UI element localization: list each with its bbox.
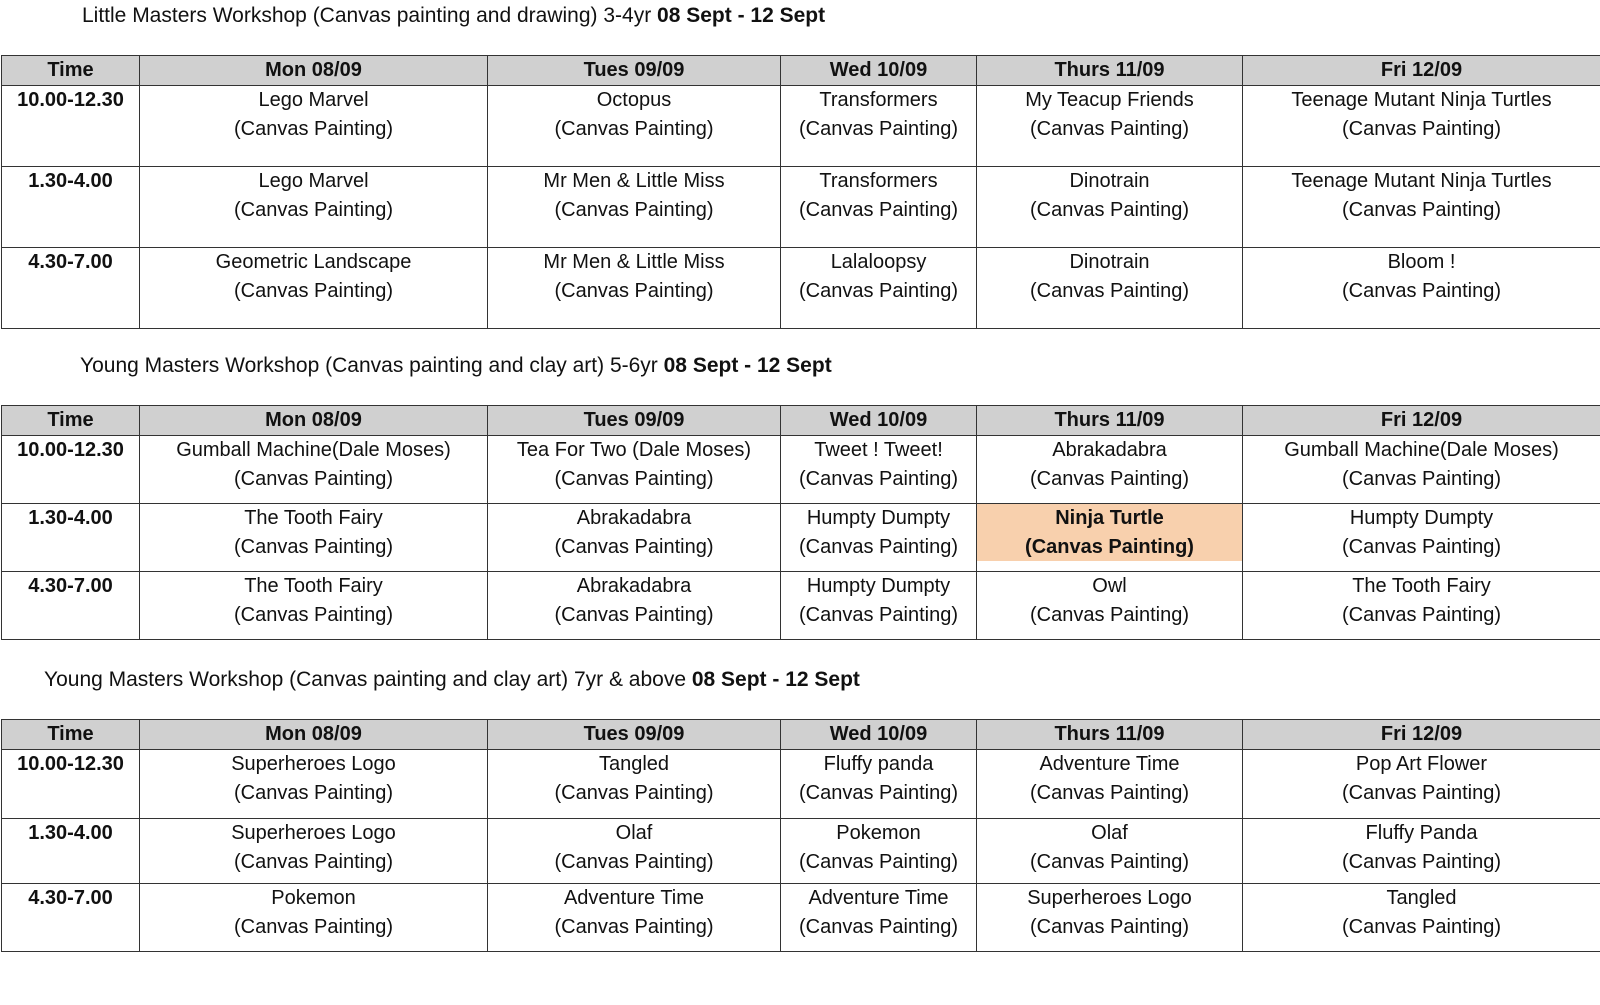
class-cell [1243, 750, 1600, 819]
time-slot: 1.30-4.00 [2, 504, 140, 572]
class-title: Olaf [1091, 822, 1128, 844]
class-title: Transformers [819, 89, 938, 111]
class-title: Superheroes Logo [231, 753, 396, 775]
class-type: (Canvas Painting) [554, 117, 714, 140]
time-slot: 10.00-12.30 [2, 86, 140, 167]
class-title: Lalaloopsy [830, 251, 927, 273]
class-cell [140, 248, 488, 329]
class-cell [1243, 436, 1600, 504]
class-type: (Canvas Painting) [1342, 117, 1501, 140]
class-title: Superheroes Logo [1027, 887, 1192, 909]
class-type: (Canvas Painting) [554, 198, 714, 221]
section-title-dates: 08 Sept - 12 Sept [663, 354, 832, 377]
class-type: (Canvas Painting) [1342, 915, 1501, 938]
time-slot: 4.30-7.00 [2, 884, 140, 952]
class-cell [488, 86, 781, 167]
class-cell [1243, 884, 1600, 952]
class-title: The Tooth Fairy [244, 575, 383, 597]
class-cell-highlighted [977, 504, 1243, 572]
class-title: Gumball Machine(Dale Moses) [1284, 439, 1559, 461]
class-title: Lego Marvel [258, 170, 369, 192]
section-title-text: Young Masters Workshop (Canvas painting and clay art) 7yr & above [44, 668, 692, 691]
time-slot: 1.30-4.00 [2, 167, 140, 248]
class-title: Owl [1092, 575, 1127, 597]
class-type: (Canvas Painting) [799, 781, 958, 804]
class-title: Fluffy Panda [1365, 822, 1478, 844]
class-type: (Canvas Painting) [1342, 850, 1501, 873]
time-slot: 10.00-12.30 [2, 436, 140, 504]
table-row [2, 248, 1600, 329]
class-type: (Canvas Painting) [554, 915, 714, 938]
class-title: Pop Art Flower [1355, 753, 1488, 775]
time-slot: 10.00-12.30 [2, 750, 140, 819]
class-title: Pokemon [271, 887, 356, 909]
column-header-tues: Tues 09/09 [488, 406, 781, 436]
section-title-young-masters-7-up [44, 667, 860, 693]
class-type: (Canvas Painting) [234, 850, 393, 873]
class-cell [488, 504, 781, 572]
column-header-time: Time [2, 720, 140, 750]
class-cell [1243, 504, 1600, 572]
table-row [2, 884, 1600, 952]
class-title: Abrakadabra [576, 575, 692, 597]
section-title-text: Young Masters Workshop (Canvas painting and clay art) 5-6yr [80, 354, 664, 377]
table-row [2, 819, 1600, 884]
class-type: (Canvas Painting) [234, 467, 393, 490]
class-title: Teenage Mutant Ninja Turtles [1291, 170, 1552, 192]
class-cell [1243, 572, 1600, 640]
class-type: (Canvas Painting) [1025, 535, 1194, 558]
class-title: Teenage Mutant Ninja Turtles [1291, 89, 1552, 111]
class-type: (Canvas Painting) [554, 467, 714, 490]
section-title-little-masters [82, 3, 825, 29]
table-row [2, 436, 1600, 504]
class-type: (Canvas Painting) [1030, 117, 1189, 140]
time-slot: 4.30-7.00 [2, 572, 140, 640]
column-header-thurs: Thurs 11/09 [977, 56, 1243, 86]
class-type: (Canvas Painting) [554, 850, 714, 873]
class-title: Adventure Time [1039, 753, 1180, 775]
class-cell [977, 167, 1243, 248]
column-header-wed: Wed 10/09 [781, 720, 977, 750]
column-header-mon: Mon 08/09 [140, 56, 488, 86]
class-cell [1243, 819, 1600, 884]
schedule-table-young-masters-5-6 [1, 405, 1600, 640]
class-title: Tea For Two (Dale Moses) [516, 439, 752, 461]
class-type: (Canvas Painting) [1030, 279, 1189, 302]
class-title: Adventure Time [563, 887, 705, 909]
class-type: (Canvas Painting) [234, 915, 393, 938]
class-title: Fluffy panda [823, 753, 934, 775]
class-type: (Canvas Painting) [234, 117, 393, 140]
class-title: Adventure Time [808, 887, 949, 909]
table-header-row [2, 720, 1600, 750]
class-title: The Tooth Fairy [244, 507, 383, 529]
time-slot: 4.30-7.00 [2, 248, 140, 329]
column-header-fri: Fri 12/09 [1243, 406, 1600, 436]
section-title-dates: 08 Sept - 12 Sept [691, 668, 860, 691]
column-header-mon: Mon 08/09 [140, 406, 488, 436]
class-title: Dinotrain [1069, 170, 1150, 192]
table-row [2, 86, 1600, 167]
class-cell [488, 750, 781, 819]
table-row [2, 572, 1600, 640]
class-cell [977, 884, 1243, 952]
class-type: (Canvas Painting) [799, 535, 958, 558]
schedule-table-young-masters-7-up [1, 719, 1600, 952]
table-header-row [2, 406, 1600, 436]
class-cell [488, 167, 781, 248]
class-cell [781, 750, 977, 819]
class-cell [140, 750, 488, 819]
class-cell [1243, 167, 1600, 248]
class-type: (Canvas Painting) [1030, 198, 1189, 221]
class-type: (Canvas Painting) [799, 603, 958, 626]
column-header-tues: Tues 09/09 [488, 720, 781, 750]
class-type: (Canvas Painting) [1342, 279, 1501, 302]
class-type: (Canvas Painting) [1342, 198, 1501, 221]
class-title: Olaf [615, 822, 653, 844]
class-cell [140, 884, 488, 952]
class-type: (Canvas Painting) [1342, 603, 1501, 626]
section-title-text: Little Masters Workshop (Canvas painting and drawing) 3-4yr [82, 4, 658, 27]
column-header-thurs: Thurs 11/09 [977, 406, 1243, 436]
class-title: My Teacup Friends [1025, 89, 1194, 111]
class-type: (Canvas Painting) [234, 603, 393, 626]
class-type: (Canvas Painting) [799, 915, 958, 938]
class-type: (Canvas Painting) [234, 198, 393, 221]
class-title: Humpty Dumpty [1349, 507, 1494, 529]
class-type: (Canvas Painting) [234, 781, 393, 804]
class-type: (Canvas Painting) [554, 603, 714, 626]
column-header-mon: Mon 08/09 [140, 720, 488, 750]
class-title: Geometric Landscape [215, 251, 412, 273]
column-header-wed: Wed 10/09 [781, 56, 977, 86]
class-cell [781, 884, 977, 952]
section-title-dates: 08 Sept - 12 Sept [657, 4, 826, 27]
class-cell [977, 436, 1243, 504]
class-title: Abrakadabra [1052, 439, 1167, 461]
class-cell [781, 86, 977, 167]
class-title: Bloom ! [1387, 251, 1456, 273]
class-type: (Canvas Painting) [1030, 850, 1189, 873]
class-cell [488, 572, 781, 640]
column-header-fri: Fri 12/09 [1243, 56, 1600, 86]
class-title: Gumball Machine(Dale Moses) [176, 439, 451, 461]
column-header-fri: Fri 12/09 [1243, 720, 1600, 750]
class-type: (Canvas Painting) [799, 117, 958, 140]
class-title: Abrakadabra [576, 507, 692, 529]
class-cell [781, 819, 977, 884]
class-type: (Canvas Painting) [799, 198, 958, 221]
class-cell [140, 86, 488, 167]
class-cell [140, 819, 488, 884]
class-type: (Canvas Painting) [1342, 467, 1501, 490]
class-type: (Canvas Painting) [799, 279, 958, 302]
class-title: Lego Marvel [258, 89, 369, 111]
class-title: Pokemon [836, 822, 921, 844]
class-title: Mr Men & Little Miss [543, 170, 725, 192]
class-cell [781, 436, 977, 504]
class-type: (Canvas Painting) [1342, 535, 1501, 558]
class-type: (Canvas Painting) [554, 535, 714, 558]
class-cell [1243, 248, 1600, 329]
class-cell [488, 248, 781, 329]
class-title: The Tooth Fairy [1352, 575, 1491, 597]
class-type: (Canvas Painting) [1030, 915, 1189, 938]
class-type: (Canvas Painting) [1030, 467, 1189, 490]
class-cell [488, 436, 781, 504]
class-title: Tweet ! Tweet! [814, 439, 943, 461]
class-cell [781, 504, 977, 572]
class-cell [140, 436, 488, 504]
table-row [2, 750, 1600, 819]
class-type: (Canvas Painting) [799, 467, 958, 490]
column-header-time: Time [2, 406, 140, 436]
class-title: Humpty Dumpty [806, 507, 951, 529]
column-header-time: Time [2, 56, 140, 86]
class-cell [977, 86, 1243, 167]
class-cell [781, 572, 977, 640]
column-header-wed: Wed 10/09 [781, 406, 977, 436]
class-title: Mr Men & Little Miss [543, 251, 725, 273]
class-cell [488, 884, 781, 952]
section-title-young-masters-5-6 [80, 353, 832, 379]
class-type: (Canvas Painting) [234, 535, 393, 558]
class-cell [977, 248, 1243, 329]
class-cell [977, 819, 1243, 884]
class-type: (Canvas Painting) [1030, 603, 1189, 626]
table-row [2, 504, 1600, 572]
class-title: Superheroes Logo [231, 822, 396, 844]
time-slot: 1.30-4.00 [2, 819, 140, 884]
column-header-thurs: Thurs 11/09 [977, 720, 1243, 750]
class-cell [488, 819, 781, 884]
class-title: Octopus [596, 89, 672, 111]
class-type: (Canvas Painting) [799, 850, 958, 873]
class-cell [977, 572, 1243, 640]
class-cell [140, 167, 488, 248]
class-type: (Canvas Painting) [554, 279, 714, 302]
table-header-row [2, 56, 1600, 86]
class-type: (Canvas Painting) [554, 781, 714, 804]
class-title: Tangled [598, 753, 670, 775]
class-cell [140, 572, 488, 640]
class-title: Ninja Turtle [1055, 507, 1164, 529]
class-title: Transformers [819, 170, 938, 192]
class-title: Humpty Dumpty [806, 575, 951, 597]
table-row [2, 167, 1600, 248]
class-cell [781, 248, 977, 329]
class-title: Tangled [1386, 887, 1457, 909]
column-header-tues: Tues 09/09 [488, 56, 781, 86]
schedule-table-little-masters [1, 55, 1600, 329]
class-title: Dinotrain [1069, 251, 1150, 273]
class-type: (Canvas Painting) [1030, 781, 1189, 804]
class-cell [977, 750, 1243, 819]
class-cell [781, 167, 977, 248]
class-type: (Canvas Painting) [234, 279, 393, 302]
class-type: (Canvas Painting) [1342, 781, 1501, 804]
class-cell [1243, 86, 1600, 167]
class-cell [140, 504, 488, 572]
